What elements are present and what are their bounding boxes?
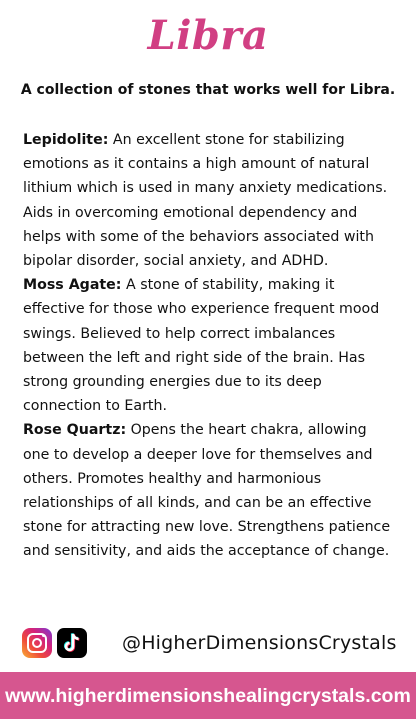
- stone-entry-lepidolite: [23, 128, 395, 273]
- footer-bar: [0, 672, 416, 719]
- stone-description: An excellent stone for stabilizing emotions as it contains a high amount of natural lithium which is used in many anxiety medications. Aids in overcoming emotional dependency and helps with some of the behaviors associated with bipolar disorder, social anxiety, and ADHD.: [23, 132, 388, 270]
- website-link[interactable]: www.higherdimensionshealingcrystals.com: [5, 685, 411, 707]
- social-handle[interactable]: @HigherDimensionsCrystals: [122, 632, 397, 654]
- tiktok-icon[interactable]: [57, 628, 87, 658]
- stone-name: Moss Agate:: [23, 277, 122, 294]
- page-subtitle: A collection of stones that works well for Libra.: [20, 82, 396, 98]
- stone-description: A stone of stability, making it effective for those who experience frequent mood swings. Believed to help correct imbalances between the left and right side of the brain. Has strong grounding energies due to its deep connection to Earth.: [23, 277, 380, 415]
- page-title: Libra: [147, 12, 269, 59]
- stone-description: Opens the heart chakra, allowing one to develop a deeper love for themselves and others. Promotes healthy and harmonious relationships of all kinds, and can be an effective stone for attracting new love. Strengthens patience and sensitivity, and aids the acceptance of change.: [23, 422, 391, 560]
- stone-entry-rose-quartz: [23, 418, 395, 563]
- stone-name: Lepidolite:: [23, 132, 109, 148]
- stone-list: [23, 128, 395, 564]
- stone-entry-moss-agate: [23, 273, 395, 418]
- instagram-icon[interactable]: [22, 628, 52, 658]
- stone-name: Rose Quartz:: [23, 422, 127, 439]
- social-row: [22, 628, 402, 660]
